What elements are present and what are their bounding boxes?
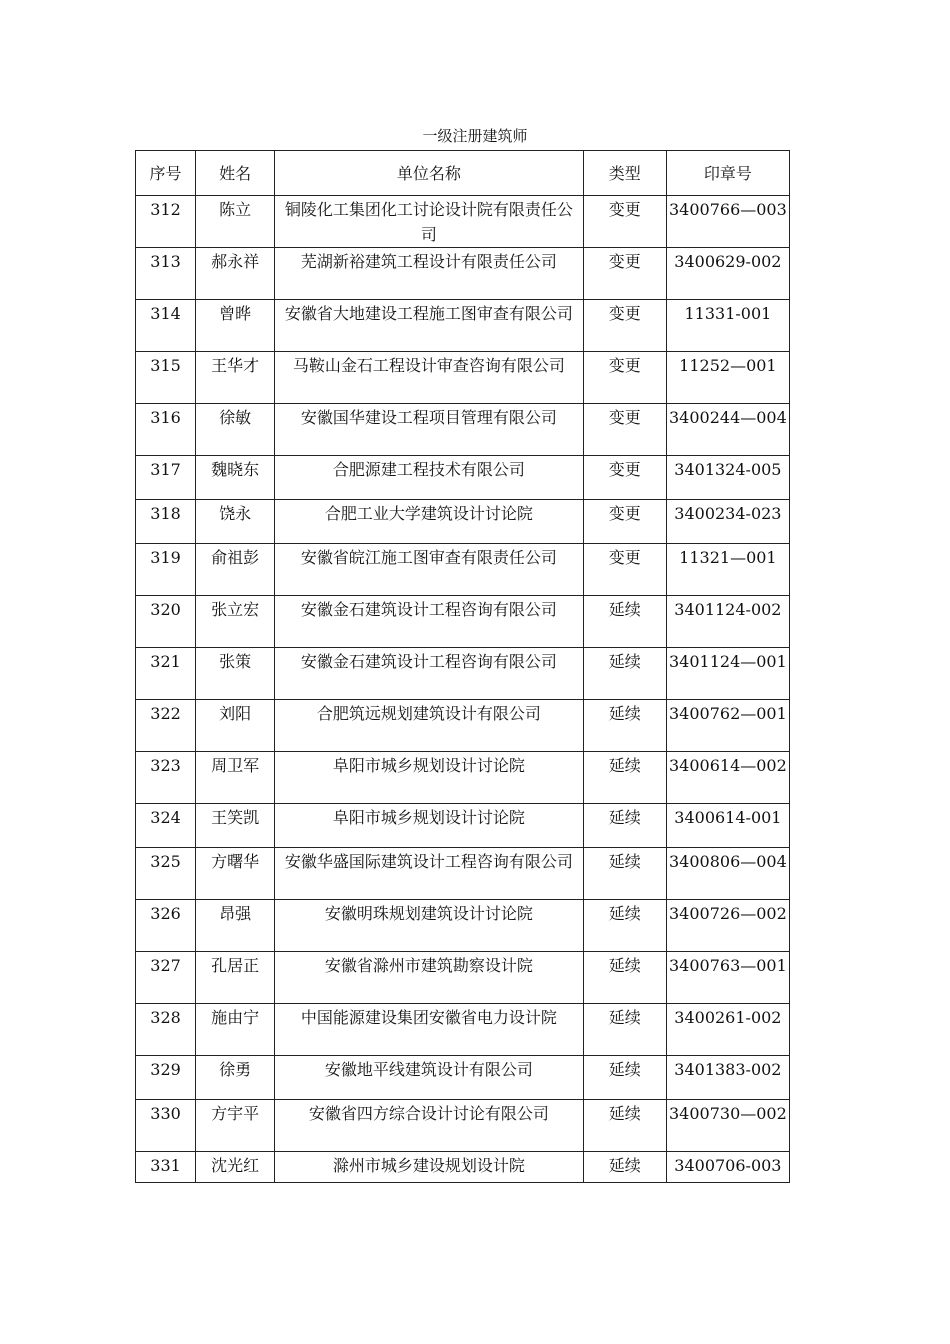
cell-type: 延续 bbox=[583, 1056, 666, 1100]
cell-no: 315 bbox=[136, 352, 196, 404]
cell-unit: 中国能源建设集团安徽省电力设计院 bbox=[275, 1004, 583, 1056]
cell-no: 320 bbox=[136, 596, 196, 648]
table-row bbox=[136, 352, 790, 404]
cell-name: 王华才 bbox=[196, 352, 275, 404]
cell-unit: 铜陵化工集团化工讨论设计院有限责任公司 bbox=[275, 196, 583, 248]
header-type: 类型 bbox=[583, 151, 666, 196]
table-row bbox=[136, 952, 790, 1004]
cell-seal: 3400706-003 bbox=[666, 1152, 789, 1183]
cell-seal: 3400762—001 bbox=[666, 700, 789, 752]
cell-unit: 安徽金石建筑设计工程咨询有限公司 bbox=[275, 596, 583, 648]
table-row bbox=[136, 196, 790, 248]
cell-no: 323 bbox=[136, 752, 196, 804]
cell-type: 变更 bbox=[583, 500, 666, 544]
table-row bbox=[136, 900, 790, 952]
cell-name: 徐敏 bbox=[196, 404, 275, 456]
cell-no: 317 bbox=[136, 456, 196, 500]
cell-name: 饶永 bbox=[196, 500, 275, 544]
cell-type: 延续 bbox=[583, 1100, 666, 1152]
cell-seal: 3401124—001 bbox=[666, 648, 789, 700]
cell-seal: 3401383-002 bbox=[666, 1056, 789, 1100]
cell-unit: 滁州市城乡建设规划设计院 bbox=[275, 1152, 583, 1183]
cell-unit: 安徽省皖江施工图审查有限责任公司 bbox=[275, 544, 583, 596]
cell-name: 曾晔 bbox=[196, 300, 275, 352]
cell-name: 郝永祥 bbox=[196, 248, 275, 300]
cell-seal: 11252—001 bbox=[666, 352, 789, 404]
cell-type: 变更 bbox=[583, 404, 666, 456]
table-row bbox=[136, 848, 790, 900]
cell-seal: 3400244—004 bbox=[666, 404, 789, 456]
cell-seal: 3400730—002 bbox=[666, 1100, 789, 1152]
cell-type: 变更 bbox=[583, 300, 666, 352]
cell-type: 变更 bbox=[583, 196, 666, 248]
cell-name: 张策 bbox=[196, 648, 275, 700]
cell-unit: 安徽金石建筑设计工程咨询有限公司 bbox=[275, 648, 583, 700]
header-seal: 印章号 bbox=[666, 151, 789, 196]
table-row bbox=[136, 248, 790, 300]
table-row bbox=[136, 1152, 790, 1183]
cell-unit: 安徽明珠规划建筑设计讨论院 bbox=[275, 900, 583, 952]
cell-type: 延续 bbox=[583, 804, 666, 848]
cell-type: 变更 bbox=[583, 248, 666, 300]
cell-seal: 3400629-002 bbox=[666, 248, 789, 300]
cell-no: 316 bbox=[136, 404, 196, 456]
cell-unit: 安徽地平线建筑设计有限公司 bbox=[275, 1056, 583, 1100]
cell-name: 孔居正 bbox=[196, 952, 275, 1004]
cell-unit: 合肥筑远规划建筑设计有限公司 bbox=[275, 700, 583, 752]
cell-unit: 阜阳市城乡规划设计讨论院 bbox=[275, 804, 583, 848]
table-row bbox=[136, 804, 790, 848]
cell-no: 312 bbox=[136, 196, 196, 248]
cell-name: 沈光红 bbox=[196, 1152, 275, 1183]
table-row bbox=[136, 404, 790, 456]
cell-no: 318 bbox=[136, 500, 196, 544]
table-row bbox=[136, 648, 790, 700]
table-row bbox=[136, 300, 790, 352]
header-unit: 单位名称 bbox=[275, 151, 583, 196]
cell-unit: 安徽华盛国际建筑设计工程咨询有限公司 bbox=[275, 848, 583, 900]
table-row bbox=[136, 596, 790, 648]
cell-name: 张立宏 bbox=[196, 596, 275, 648]
page-title: 一级注册建筑师 bbox=[422, 127, 528, 145]
cell-type: 变更 bbox=[583, 352, 666, 404]
cell-name: 周卫军 bbox=[196, 752, 275, 804]
cell-name: 刘阳 bbox=[196, 700, 275, 752]
cell-seal: 11331-001 bbox=[666, 300, 789, 352]
cell-no: 325 bbox=[136, 848, 196, 900]
cell-type: 延续 bbox=[583, 596, 666, 648]
cell-seal: 3400726—002 bbox=[666, 900, 789, 952]
cell-seal: 3400614-001 bbox=[666, 804, 789, 848]
cell-name: 方曙华 bbox=[196, 848, 275, 900]
cell-name: 俞祖彭 bbox=[196, 544, 275, 596]
cell-unit: 安徽省四方综合设计讨论有限公司 bbox=[275, 1100, 583, 1152]
cell-seal: 3400261-002 bbox=[666, 1004, 789, 1056]
cell-unit: 安徽国华建设工程项目管理有限公司 bbox=[275, 404, 583, 456]
cell-seal: 3400806—004 bbox=[666, 848, 789, 900]
cell-seal: 3401324-005 bbox=[666, 456, 789, 500]
cell-type: 延续 bbox=[583, 1004, 666, 1056]
cell-type: 延续 bbox=[583, 700, 666, 752]
cell-unit: 安徽省滁州市建筑勘察设计院 bbox=[275, 952, 583, 1004]
cell-no: 331 bbox=[136, 1152, 196, 1183]
table-row bbox=[136, 500, 790, 544]
table-row bbox=[136, 544, 790, 596]
table-row bbox=[136, 1056, 790, 1100]
cell-no: 314 bbox=[136, 300, 196, 352]
cell-type: 延续 bbox=[583, 1152, 666, 1183]
cell-type: 延续 bbox=[583, 952, 666, 1004]
cell-type: 延续 bbox=[583, 648, 666, 700]
cell-type: 延续 bbox=[583, 752, 666, 804]
cell-no: 313 bbox=[136, 248, 196, 300]
table-row bbox=[136, 1100, 790, 1152]
cell-type: 延续 bbox=[583, 848, 666, 900]
cell-name: 陈立 bbox=[196, 196, 275, 248]
cell-unit: 阜阳市城乡规划设计讨论院 bbox=[275, 752, 583, 804]
cell-unit: 合肥源建工程技术有限公司 bbox=[275, 456, 583, 500]
cell-no: 321 bbox=[136, 648, 196, 700]
cell-seal: 3401124-002 bbox=[666, 596, 789, 648]
table-row bbox=[136, 752, 790, 804]
cell-no: 324 bbox=[136, 804, 196, 848]
cell-no: 319 bbox=[136, 544, 196, 596]
table-row bbox=[136, 700, 790, 752]
cell-unit: 安徽省大地建设工程施工图审查有限公司 bbox=[275, 300, 583, 352]
cell-name: 魏晓东 bbox=[196, 456, 275, 500]
cell-no: 322 bbox=[136, 700, 196, 752]
cell-name: 王笑凯 bbox=[196, 804, 275, 848]
cell-no: 328 bbox=[136, 1004, 196, 1056]
cell-no: 326 bbox=[136, 900, 196, 952]
cell-type: 变更 bbox=[583, 544, 666, 596]
table-header-row bbox=[136, 151, 790, 196]
registry-table bbox=[135, 150, 790, 1183]
cell-seal: 3400614—002 bbox=[666, 752, 789, 804]
cell-unit: 合肥工业大学建筑设计讨论院 bbox=[275, 500, 583, 544]
cell-unit: 芜湖新裕建筑工程设计有限责任公司 bbox=[275, 248, 583, 300]
table-row bbox=[136, 1004, 790, 1056]
cell-name: 徐勇 bbox=[196, 1056, 275, 1100]
cell-no: 329 bbox=[136, 1056, 196, 1100]
cell-name: 昂强 bbox=[196, 900, 275, 952]
cell-seal: 3400234-023 bbox=[666, 500, 789, 544]
cell-no: 327 bbox=[136, 952, 196, 1004]
cell-seal: 11321—001 bbox=[666, 544, 789, 596]
table-row bbox=[136, 456, 790, 500]
cell-seal: 3400766—003 bbox=[666, 196, 789, 248]
cell-type: 变更 bbox=[583, 456, 666, 500]
header-name: 姓名 bbox=[196, 151, 275, 196]
cell-name: 方宇平 bbox=[196, 1100, 275, 1152]
cell-seal: 3400763—001 bbox=[666, 952, 789, 1004]
cell-no: 330 bbox=[136, 1100, 196, 1152]
header-no: 序号 bbox=[136, 151, 196, 196]
table-body bbox=[136, 196, 790, 1183]
cell-name: 施由宁 bbox=[196, 1004, 275, 1056]
cell-unit: 马鞍山金石工程设计审查咨询有限公司 bbox=[275, 352, 583, 404]
cell-type: 延续 bbox=[583, 900, 666, 952]
